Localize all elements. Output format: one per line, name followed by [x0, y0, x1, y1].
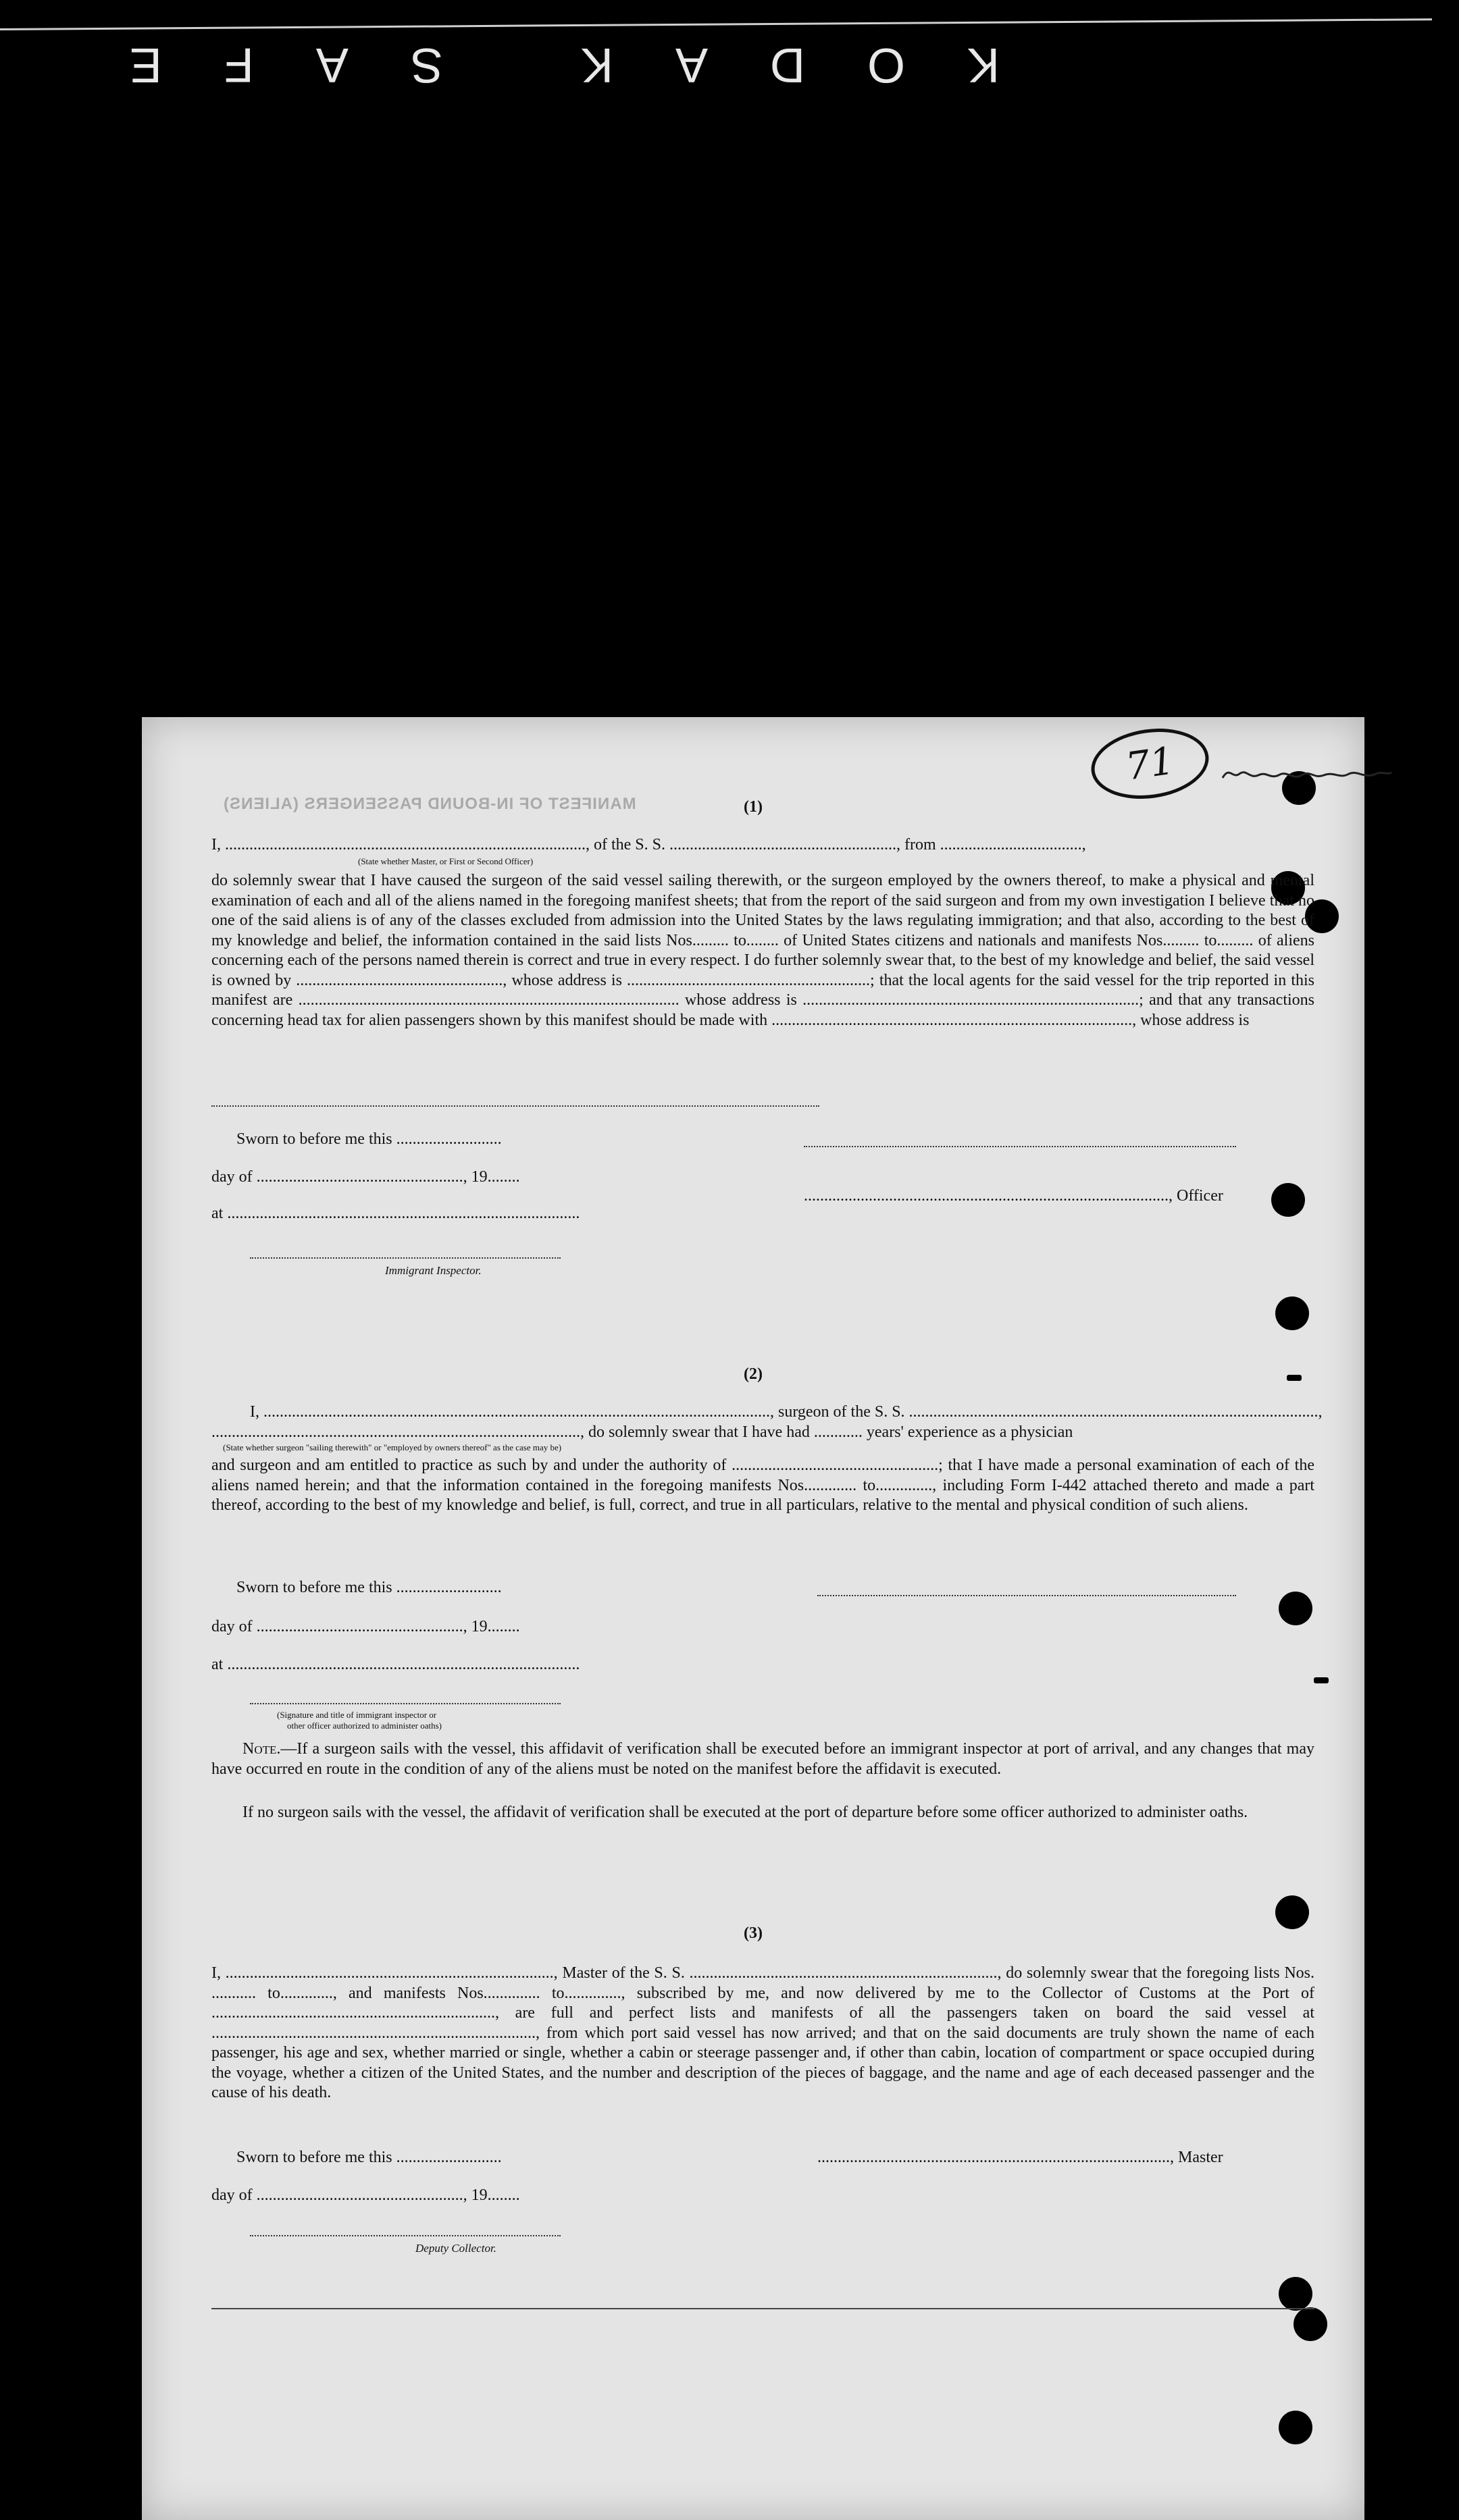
section-2-at: at ....................................................................................... [211, 1656, 580, 1673]
bottom-rule [211, 2308, 1314, 2309]
bleed-through-title: MANIFEST OF IN-BOUND PASSENGERS (ALIENS) [223, 795, 636, 813]
section-3-deputy-collector: Deputy Collector. [415, 2242, 496, 2255]
signature-line [804, 1146, 1236, 1147]
punch-hole [1294, 2307, 1327, 2341]
inspector-signature-line [250, 1257, 561, 1259]
section-2-experience-line: ..........................................................................................., do solemnly swear that I have had ............ years' experience as a physician [211, 1423, 1073, 1441]
section-1-day: day of ..................................................., 19........ [211, 1168, 520, 1186]
manifest-sheet [142, 717, 1364, 2520]
film-edge-line [0, 18, 1432, 30]
section-2-sworn: Sworn to before me this .......................... [236, 1579, 502, 1596]
section-1-at: at ....................................................................................... [211, 1205, 580, 1222]
section-2-day: day of ..................................................., 19........ [211, 1618, 520, 1635]
section-2-signature-note-1: (Signature and title of immigrant inspector or [277, 1710, 437, 1720]
collector-signature-line [250, 2235, 561, 2236]
section-2-body: and surgeon and am entitled to practice as such by and under the authority of ...................................................; that I have made a personal examination of each of the aliens named herein; and that the information contained in the foregoing manifests Nos............. to.............., including Form I-442 attached thereto and made a part thereof, according to the best of my knowledge and belief, is full, correct, and true in all particulars, relative to the mental and physical condition of such aliens. [211, 1456, 1314, 1514]
section-2-note-2: If no surgeon sails with the vessel, the affidavit of verification shall be executed at the port of departure before some officer authorized to administer oaths. [242, 1804, 1248, 1821]
section-1-oath-note: (State whether Master, or First or Second Officer) [358, 856, 534, 866]
section-3-master: ......................................................................................., Master [817, 2149, 1223, 2166]
punch-hole [1279, 2277, 1312, 2311]
note-label: Note. [242, 1740, 281, 1758]
punch-hole [1279, 2411, 1312, 2444]
section-3-sworn: Sworn to before me this .......................... [236, 2149, 502, 2166]
film-edge-brand: KODAK SAFE [67, 38, 1000, 92]
section-3-body: I, ................................................................................., Master of the S. S. ............................................................................, do solemnly swear that the foregoing lists Nos. ........... to............., and manifests Nos.............. to.............., subscribed by me, and now delivered by me to the Collector of Customs at the Port of ......................................................................, are full and perfect lists and manifests of all the passengers taken on board the said vessel at ................................................................................, from which port said vessel has now arrived; and that on the said documents are truly shown the name of each passenger, his age and sex, whether married or single, whether a cabin or steerage passenger and, if other than cabin, location of compartment or space occupied during the voyage, whether a citizen of the United States, and the number and description of the pieces of baggage, and the name and age of each deceased passenger and the cause of his death. [211, 1964, 1314, 2101]
section-3-number: (3) [744, 1924, 763, 1942]
section-1-number: (1) [744, 798, 763, 816]
punch-mark [1314, 1677, 1329, 1683]
section-2-number: (2) [744, 1365, 763, 1383]
section-2-surgeon-note: (State whether surgeon "sailing therewith" or "employed by owners thereof" as the case may be) [223, 1442, 562, 1452]
section-1-sworn: Sworn to before me this .......................... [236, 1130, 502, 1148]
number-stamp: 71 [1087, 721, 1213, 806]
section-2-signature-note-2: other officer authorized to administer oaths) [287, 1721, 442, 1731]
section-1-body: do solemnly swear that I have caused the surgeon of the said vessel sailing therewith, or the surgeon employed by the owners thereof, to make a physical and mental examination of each and all of the aliens named in the foregoing manifest sheets; that from the report of the said surgeon and from my own investigation I believe that no one of the said aliens is of any of the classes excluded from admission into the United States by the laws regulating immigration; and that also, according to the best of my knowledge and belief, the information contained in the said lists Nos......... to........ of United States citizens and nationals and manifests Nos......... to......... of aliens concerning each of the persons named therein is correct and true in every respect. I do further solemnly swear that, to the best of my knowledge and belief, the said vessel is owned by ..................................................., whose address is ............................................................; that the local agents for the said vessel for the trip reported in this manifest are .............................................................................................. whose address is ...................................................................................; and that any transactions concerning head tax for alien passengers shown by this manifest should be made with ........................................................................................., whose address is [211, 872, 1314, 1029]
section-1-officer: .........................................................................................., Officer [804, 1187, 1223, 1205]
note-text: —If a surgeon sails with the vessel, this affidavit of verification shall be executed before an immigrant inspector at port of arrival, and any changes that may have occurred en route in the condition of any of the aliens must be noted on the manifest before the affidavit is executed. [211, 1740, 1314, 1778]
section-1-immigrant-inspector: Immigrant Inspector. [385, 1264, 482, 1277]
section-2-surgeon-line: I, ............................................................................................................................., surgeon of the S. S. ....................................................................................................., [250, 1403, 1323, 1421]
section-3-day: day of ..................................................., 19........ [211, 2186, 520, 2204]
handwritten-scrawl [1219, 759, 1395, 786]
inspector-signature-line [250, 1703, 561, 1704]
section-2-note [211, 1739, 1314, 1779]
punch-hole [1279, 1592, 1312, 1625]
signature-line [817, 1595, 1236, 1596]
section-1-oath-line: I, ........................................................................................., of the S. S. ........................................................, from ..................................., [211, 836, 1086, 854]
punch-hole [1271, 1183, 1305, 1217]
address-line [211, 1105, 819, 1107]
punch-hole [1275, 1296, 1309, 1330]
